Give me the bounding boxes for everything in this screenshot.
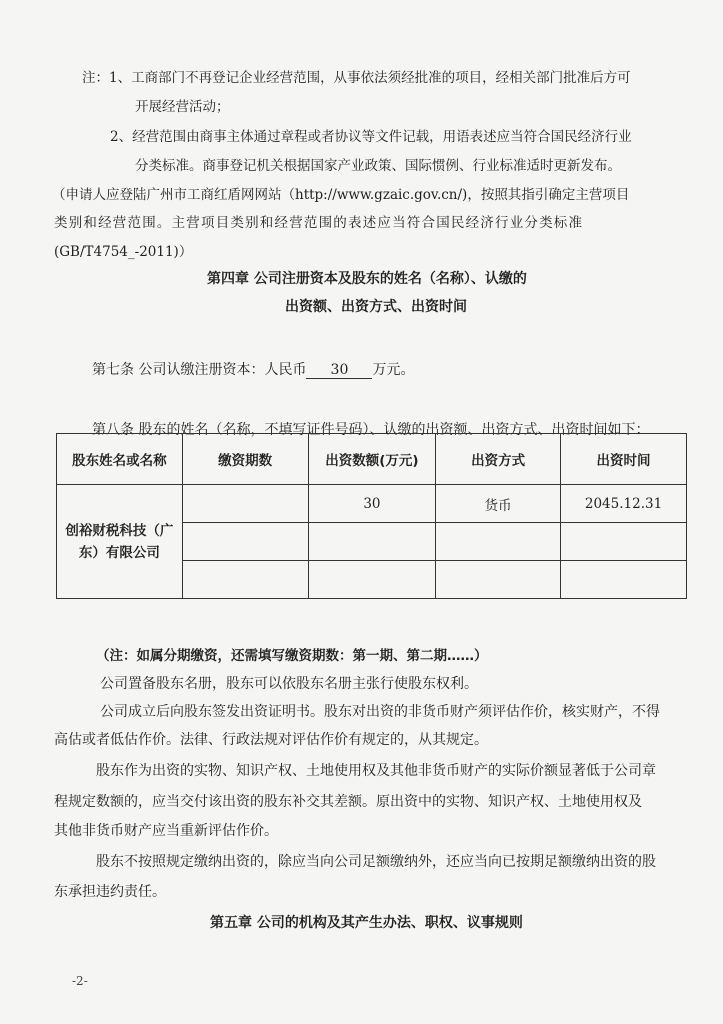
header-contribution-method: 出资方式 — [436, 434, 561, 485]
paragraph-3-line-2: 程规定数额的，应当交付该出资的股东补交其差额。原出资中的实物、知识产权、土地使用权及 — [54, 794, 642, 810]
application-note-line-2: 类别和经营范围。主营项目类别和经营范围的表述应当符合国民经济行业分类标准 — [54, 215, 584, 231]
chapter-4-title-line-1: 第四章 公司注册资本及股东的姓名（名称）、认缴的 — [207, 271, 527, 287]
article-7 — [92, 359, 414, 379]
note-2-line-2: 分类标准。商事登记机关根据国家产业政策、国际惯例、行业标准适时更新发布。 — [135, 158, 621, 174]
paragraph-1: 公司置备股东名册，股东可以依股东名册主张行使股东权利。 — [100, 676, 478, 692]
application-note-line-1: （申请人应登陆广州市工商红盾网网站（http://www.gzaic.gov.cn/)，按照其指引确定主营项目 — [52, 187, 630, 203]
paragraph-3-line-1: 股东作为出资的实物、知识产权、土地使用权及其他非货币财产的实际价额显著低于公司章 — [96, 763, 656, 779]
method-cell: 货币 — [436, 485, 561, 523]
paragraph-4-line-2: 东承担违约责任。 — [54, 884, 166, 900]
note-1-line-2: 开展经营活动； — [135, 99, 230, 115]
chapter-5-title: 第五章 公司的机构及其产生办法、职权、议事规则 — [210, 915, 523, 931]
amount-cell: 30 — [308, 485, 436, 523]
date-cell: 2045.12.31 — [561, 485, 687, 523]
header-shareholder-name: 股东姓名或名称 — [57, 434, 183, 485]
article-7-suffix: 万元。 — [372, 362, 415, 378]
paragraph-2-line-1: 公司成立后向股东签发出资证明书。股东对出资的非货币财产须评估作价，核实财产，不得 — [100, 704, 660, 720]
article-7-prefix: 第七条 公司认缴注册资本：人民币 — [92, 362, 307, 378]
header-payment-period: 缴资期数 — [182, 434, 308, 485]
note-1-line-1: 注：1、工商部门不再登记企业经营范围，从事依法须经批准的项目，经相关部门批准后方可 — [82, 70, 631, 86]
registered-capital-amount: 30 — [306, 362, 372, 379]
chapter-4-title-line-2: 出资额、出资方式、出资时间 — [285, 299, 467, 315]
paragraph-3-line-3: 其他非货币财产应当重新评估作价。 — [54, 823, 278, 839]
shareholder-table — [56, 433, 687, 599]
paragraph-4-line-1: 股东不按照规定缴纳出资的，除应当向公司足额缴纳外，还应当向已按期足额缴纳出资的股 — [96, 854, 656, 870]
installment-note: （注：如属分期缴资，还需填写缴资期数：第一期、第二期……） — [96, 648, 488, 664]
table-header-row — [57, 434, 687, 485]
shareholder-name-cell: 创裕财税科技（广东）有限公司 — [57, 485, 183, 599]
article-8: 第八条 股东的姓名（名称，不填写证件号码）、认缴的出资额、出资方式、出资时间如下： — [92, 422, 650, 438]
application-note-line-3: (GB/T4754_-2011)） — [54, 244, 193, 260]
table-row — [57, 485, 687, 523]
period-cell — [182, 485, 308, 523]
paragraph-2-line-2: 高估或者低估作价。法律、行政法规对评估作价有规定的，从其规定。 — [54, 732, 488, 748]
page-number: -2- — [72, 974, 88, 988]
header-contribution-date: 出资时间 — [561, 434, 687, 485]
note-2-line-1: 2、经营范围由商事主体通过章程或者协议等文件记载，用语表述应当符合国民经济行业 — [110, 129, 632, 145]
header-contribution-amount: 出资数额(万元) — [308, 434, 436, 485]
